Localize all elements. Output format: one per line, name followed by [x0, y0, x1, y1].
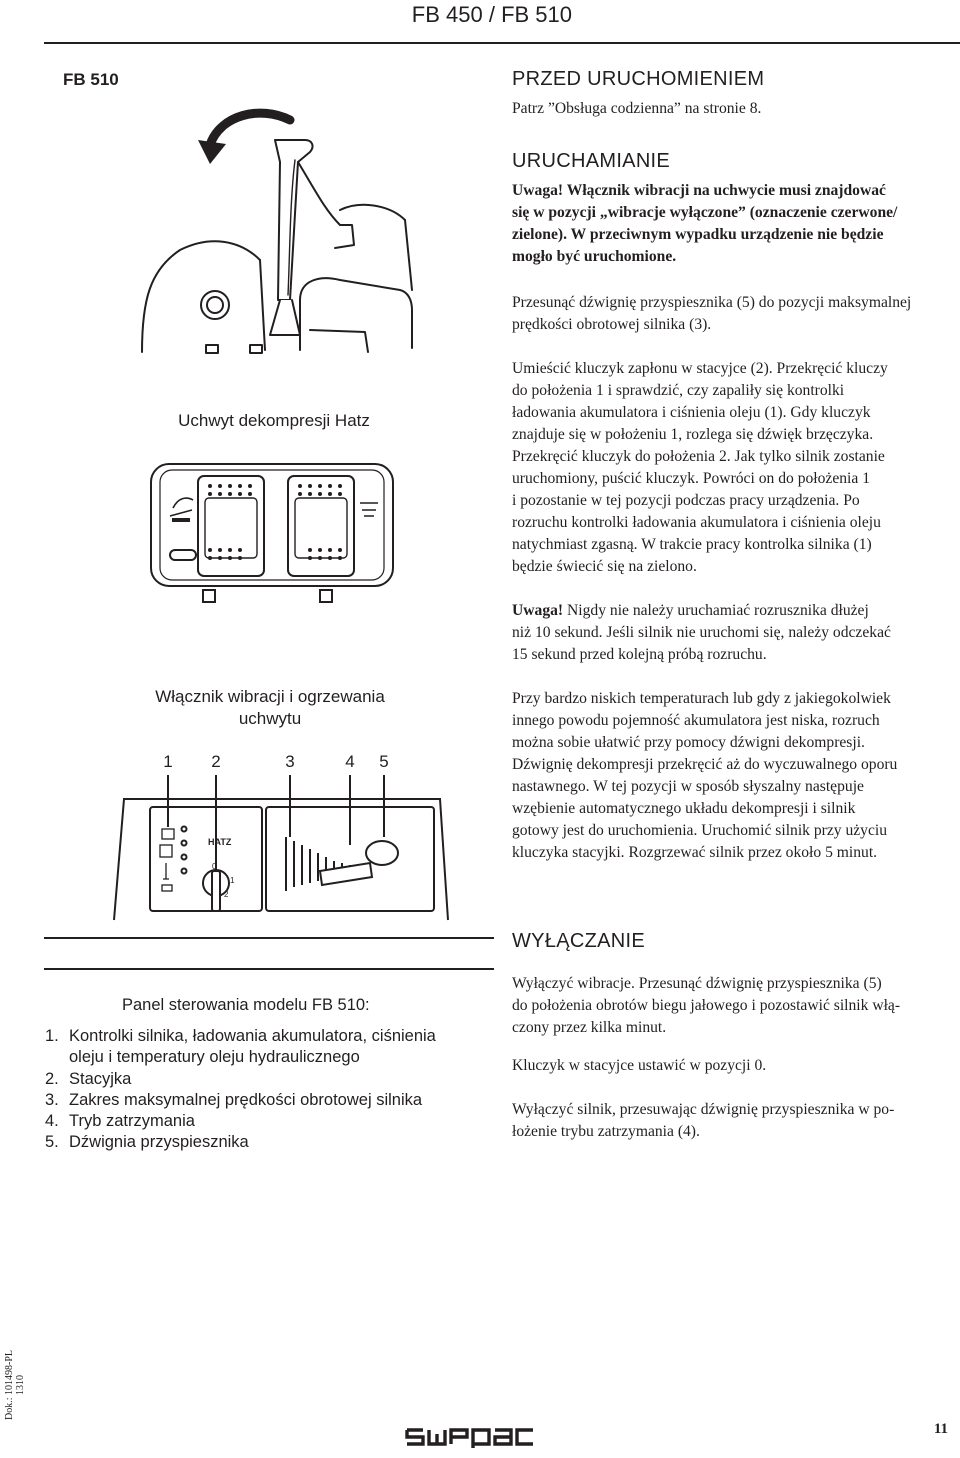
paragraph-line: gotowy jest do uruchomienia. Uruchomić silnik przy użyciu — [512, 822, 888, 839]
paragraph-line: nastawnego. W tej pozycji w sposób słyszalny następuje — [512, 778, 864, 795]
warning-line: mogło być uruchomione. — [512, 248, 677, 265]
callout-number-4: 4 — [345, 752, 355, 771]
legend-text: Stacyjka — [69, 1069, 132, 1088]
document-title: FB 450 / FB 510 — [411, 2, 572, 27]
swepac-logo — [405, 1424, 535, 1450]
legend-text: Zakres maksymalnej prędkości obrotowej silnika — [69, 1090, 423, 1109]
paragraph-line: Wyłączyć silnik, przesuwając dźwignię przyspiesznika w po- — [512, 1101, 895, 1118]
note-label: Uwaga! — [512, 602, 564, 619]
legend-number: 1. — [45, 1027, 59, 1045]
panel-brand-label: HATZ — [208, 837, 232, 847]
starting-warning — [512, 180, 960, 268]
paragraph-line: łożenie trybu zatrzymania (4). — [512, 1123, 700, 1140]
legend-item — [45, 1026, 505, 1069]
paragraph-line: uruchomiony, puścić kluczyk. Powróci on do położenia 1 — [512, 470, 871, 487]
shutdown-paragraph-2: Kluczyk w stacyjce ustawić w pozycji 0. — [512, 1057, 767, 1074]
starting-paragraph-4 — [512, 688, 960, 864]
paragraph-line: znajduje się w położeniu 1, rozlega się dźwięk brzęczyka. — [512, 426, 874, 443]
starting-paragraph-3 — [512, 600, 960, 666]
paragraph-line: rozruchu kontrolki ładowania akumulatora i ciśnienia oleju — [512, 514, 881, 531]
paragraph-line: natychmiast zgasną. W trakcie pracy kontrolka silnika (1) — [512, 536, 872, 553]
legend-text: Dźwignia przyspiesznika — [69, 1133, 249, 1152]
starting-paragraph-1 — [512, 292, 960, 336]
legend-item — [45, 1111, 505, 1132]
figure2-caption-line2: uchwytu — [238, 709, 302, 728]
legend-title: Panel sterowania modelu FB 510: — [122, 996, 370, 1014]
paragraph-line: i pozostanie w tej pozycji podczas pracy urządzenia. Po — [512, 492, 860, 509]
legend-number: 4. — [45, 1112, 59, 1131]
left-section-rule — [44, 937, 494, 939]
legend-item — [45, 1069, 505, 1090]
paragraph-line: kluczyka stacyjki. Rozgrzewać silnik przez około 5 minut. — [512, 844, 878, 861]
section-heading-before-start: PRZED URUCHOMIENIEM — [512, 68, 765, 90]
legend-item — [45, 1132, 505, 1153]
header-rule — [44, 42, 960, 44]
callout-number-2: 2 — [211, 752, 221, 771]
paragraph-line: ładowania akumulatora i ciśnienia oleju (1). Gdy kluczyk — [512, 404, 871, 421]
legend-item — [45, 1090, 505, 1111]
figure2-caption — [110, 686, 430, 730]
paragraph-line: Przy bardzo niskich temperaturach lub gdy z jakiegokolwiek — [512, 690, 891, 707]
legend-text-line2: oleju i temperatury oleju hydraulicznego — [69, 1048, 360, 1067]
paragraph-line: Dźwignię dekompresji przekręcić aż do wyczuwalnego oporu — [512, 756, 898, 773]
key-position-2: 2 — [224, 890, 229, 899]
document-reference: Dok.: 101498-PL 1310 — [4, 1350, 26, 1420]
legend-number: 5. — [45, 1133, 59, 1152]
paragraph-line — [512, 600, 960, 622]
shutdown-paragraph-3 — [512, 1099, 960, 1143]
paragraph-line: Wyłączyć wibracje. Przesunąć dźwignię przyspiesznika (5) — [512, 975, 882, 992]
warning-line: się w pozycji „wibracje wyłączone” (oznaczenie czerwone/ — [512, 204, 898, 221]
warning-line: zielone). W przeciwnym wypadku urządzenie nie będzie — [512, 226, 884, 243]
figure2-caption-line1: Włącznik wibracji i ogrzewania — [155, 687, 385, 706]
legend-list — [45, 1026, 505, 1154]
paragraph-line: 15 sekund przed kolejną próbą rozruchu. — [512, 646, 767, 663]
legend-number: 3. — [45, 1090, 59, 1109]
starting-paragraph-2 — [512, 358, 960, 578]
paragraph-line: będzie świecić się na zielono. — [512, 558, 697, 575]
key-position-1: 1 — [230, 876, 235, 885]
rocker-switch-panel-illustration — [148, 458, 398, 608]
paragraph-line: czony przez kilka minut. — [512, 1019, 667, 1036]
warning-line: Uwaga! Włącznik wibracji na uchwycie musi znajdować — [512, 182, 886, 199]
shutdown-paragraph-1 — [512, 973, 960, 1039]
legend-text — [69, 1026, 436, 1069]
key-position-0: 0 — [212, 862, 217, 871]
paragraph-line: można sobie ułatwić przy pomocy dźwigni dekompresji. — [512, 734, 865, 751]
page-number: 11 — [933, 1421, 948, 1437]
decompression-lever-illustration — [140, 100, 420, 355]
figure1-caption: Uchwyt dekompresji Hatz — [178, 411, 370, 430]
legend-number: 2. — [45, 1069, 59, 1088]
paragraph-line: innego powodu pojemność akumulatora jest niska, rozruch — [512, 712, 880, 729]
paragraph-line: Przekręcić kluczyk do położenia 2. Jak tylko silnik zostanie — [512, 448, 885, 465]
paragraph-line: Umieścić kluczyk zapłonu w stacyjce (2). Przekręcić kluczy — [512, 360, 888, 377]
paragraph-line: do położenia obrotów biegu jałowego i pozostawić silnik włą- — [512, 997, 901, 1014]
section-text-before-start: Patrz ”Obsługa codzienna” na stronie 8. — [512, 100, 762, 117]
callout-number-3: 3 — [285, 752, 295, 771]
paragraph-line: Przesunąć dźwignię przyspiesznika (5) do pozycji maksymalnej — [512, 294, 912, 311]
control-panel-illustration — [110, 745, 450, 925]
callout-number-5: 5 — [379, 752, 389, 771]
paragraph-line: do położenia 1 i sprawdzić, czy zapaliły się kontrolki — [512, 382, 845, 399]
callout-number-1: 1 — [163, 752, 173, 771]
section-heading-shutdown: WYŁĄCZANIE — [512, 930, 646, 952]
section-heading-starting: URUCHAMIANIE — [512, 150, 671, 172]
legend-text-line1: Kontrolki silnika, ładowania akumulatora, ciśnienia — [69, 1027, 436, 1045]
paragraph-line: prędkości obrotowej silnika (3). — [512, 316, 712, 333]
paragraph-line: niż 10 sekund. Jeśli silnik nie uruchomi się, należy odczekać — [512, 624, 891, 641]
legend-text: Tryb zatrzymania — [69, 1112, 195, 1131]
paragraph-line: wzębienie automatycznego układu dekompresji i silnik — [512, 800, 856, 817]
note-text: Nigdy nie należy uruchamiać rozrusznika dłużej — [563, 602, 869, 619]
model-label: FB 510 — [63, 70, 119, 89]
left-section-rule-2 — [44, 968, 494, 970]
